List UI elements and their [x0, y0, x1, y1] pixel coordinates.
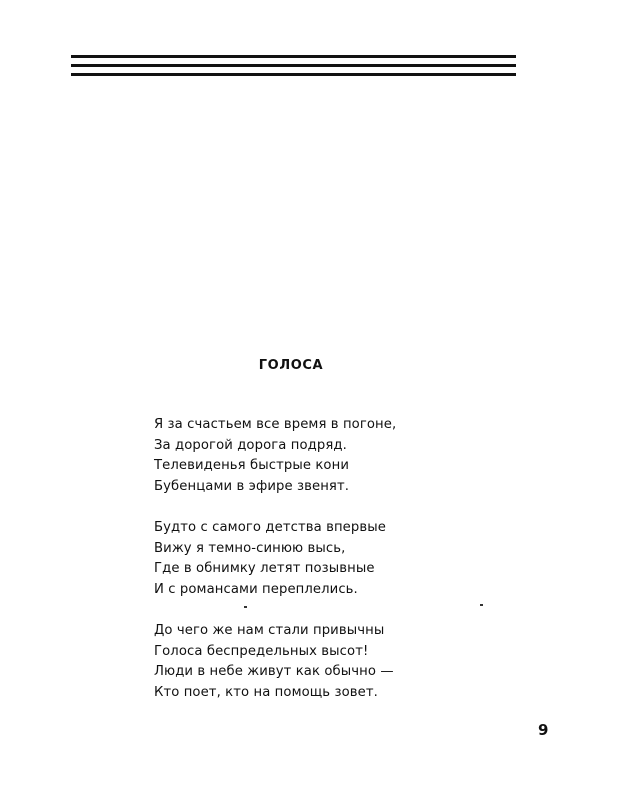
poem-line: Телевиденья быстрые кони — [154, 458, 349, 473]
stanza-2 — [154, 518, 396, 600]
header-rule-top — [71, 55, 516, 58]
poem-line: Люди в небе живут как обычно — — [154, 664, 394, 679]
scan-speck — [244, 606, 247, 608]
stanza-1 — [154, 415, 396, 497]
poem-line: Голоса беспредельных высот! — [154, 643, 369, 659]
poem-line: Кто поет, кто на помощь зовет. — [154, 684, 378, 700]
poem-line: Где в обнимку летят позывные — [154, 561, 375, 576]
page-number: 9 — [538, 721, 549, 739]
poem-line: Будто с самого детства впервые — [154, 520, 386, 535]
poem-body — [154, 415, 396, 724]
header-rule-middle — [71, 64, 516, 67]
poem-line: И с романсами переплелись. — [154, 581, 358, 597]
header-rule-bottom — [71, 73, 516, 76]
poem-line: Вижу я темно-синюю высь, — [154, 540, 346, 556]
decorative-header-rules — [71, 55, 516, 76]
poem-line: До чего же нам стали привычны — [154, 623, 385, 638]
stanza-3 — [154, 621, 396, 703]
poem-line: Я за счастьем все время в погоне, — [154, 417, 397, 432]
poem-line: За дорогой дорога подряд. — [154, 437, 347, 453]
scan-speck — [480, 604, 483, 606]
poem-title: ГОЛОСА — [258, 358, 324, 373]
poem-line: Бубенцами в эфире звенят. — [154, 478, 350, 494]
